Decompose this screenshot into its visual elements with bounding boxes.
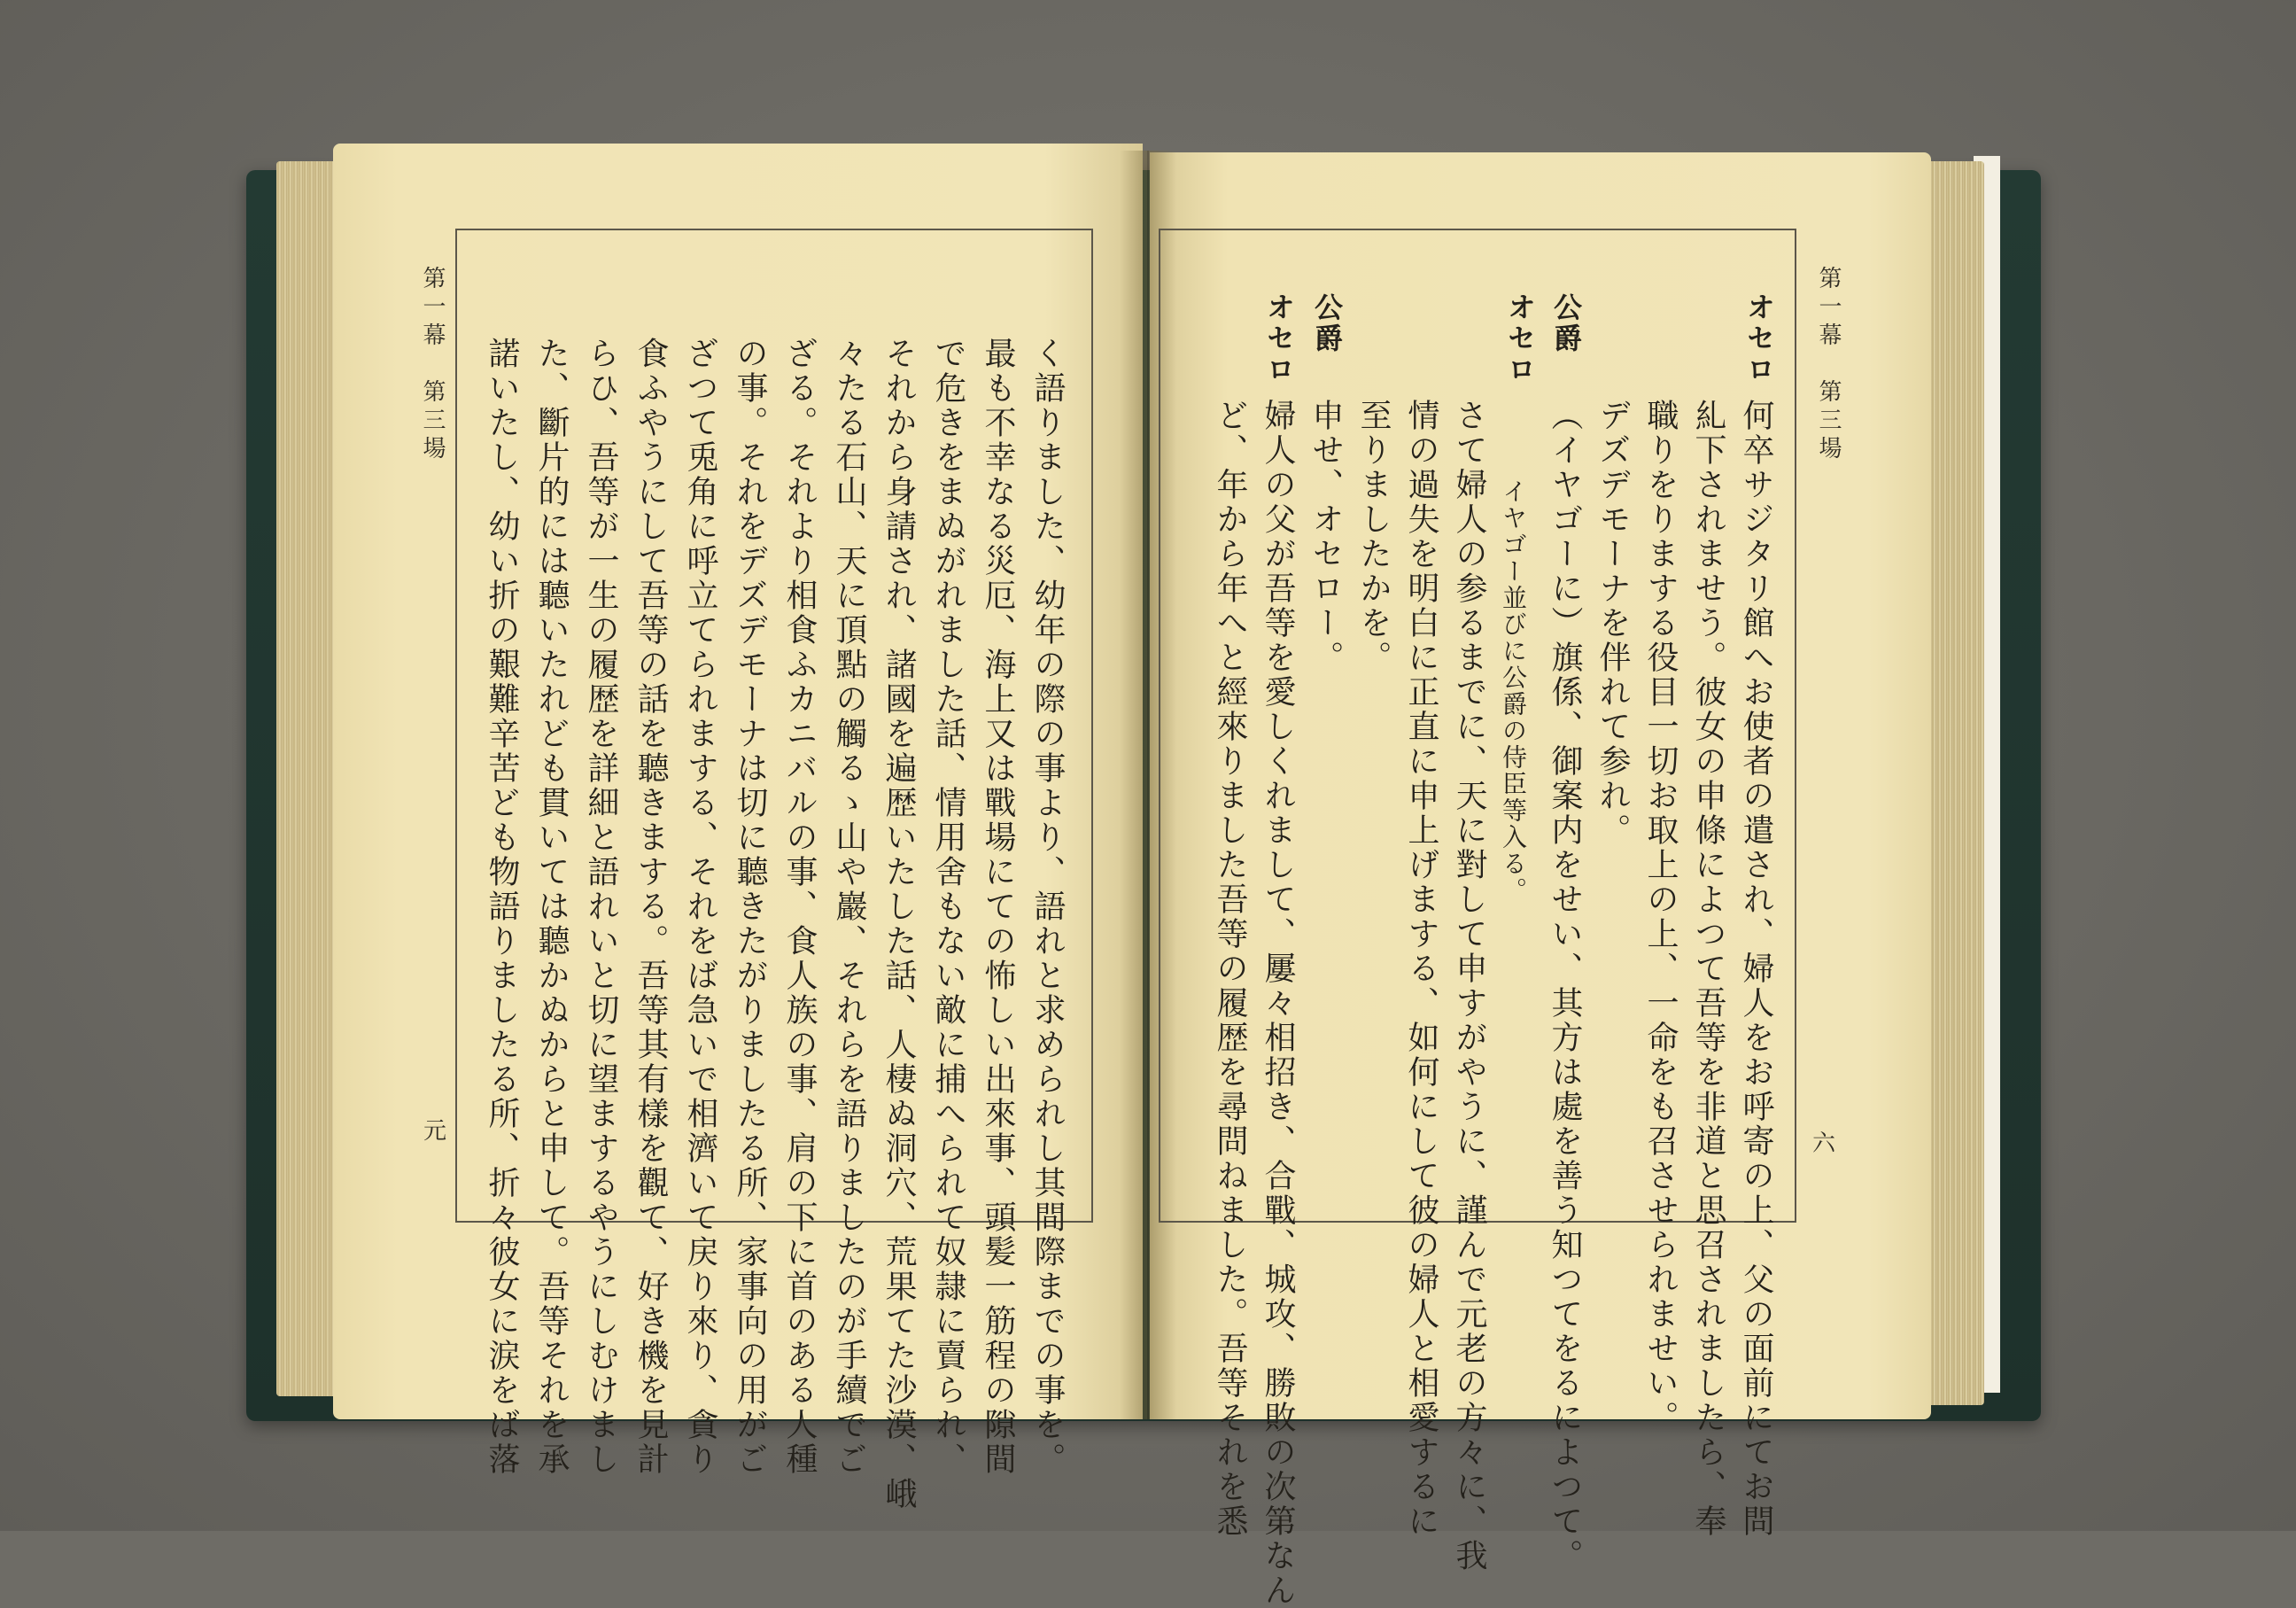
text-line: で危きをまぬがれました話、情用舍もない敵に捕へられて奴隷に賣られ、 [930, 337, 966, 1477]
text-line: た、斷片的には聽いたれども貫いては聽かぬからと申して。吾等それを承 [533, 337, 570, 1477]
text-line: （イヤゴーに）旗係、御案内をせい、其方は處を善う知つてをるによつて。 [1547, 399, 1583, 1573]
text-line: く語りました、幼年の際の事より、語れと求められし其間際までの事を。 [1029, 337, 1066, 1477]
text-line: 々たる石山、天に頂點の觸るゝ山や巖、それらを語りましたのが手續でご [831, 337, 867, 1477]
running-head-left: 第一幕 第三場 [419, 266, 446, 464]
text-line: 食ふやうにして吾等の話を聽きまする。吾等其有樣を觀て、好き機を見計 [632, 337, 669, 1477]
text-line: 諾いたし、幼い折の艱難辛苦ども物語りましたる所、折々彼女に涙をば落 [484, 337, 520, 1477]
text-line: ざる。それより相食ふカニバルの事、食人族の事、肩の下に首のある人種 [781, 337, 818, 1477]
speaker-label: オセロ [1503, 292, 1537, 385]
text-line: 婦人の父が吾等を愛しくれまして、屢々相招き、合戰、城攻、勝敗の次第なん [1260, 399, 1296, 1608]
text-line: それから身請され、諸國を遍歴いたした話、人棲ぬ洞穴、荒果てた沙漠、峨 [880, 337, 917, 1511]
text-line: 糺下されませう。彼女の申條によつて吾等を非道と思召されましたら、奉 [1690, 399, 1726, 1539]
text-line: の事。それをデズデモーナは切に聽きたがりましたる所、家事向の用がご [732, 337, 768, 1477]
text-line: らひ、吾等が一生の履歴を詳細と語れいと切に望まするやうにしむけまし [583, 337, 619, 1477]
text-line: 情の過失を明白に正直に申上げまする、如何にして彼の婦人と相愛するに [1403, 399, 1439, 1539]
speaker-label: 公爵 [1549, 292, 1583, 354]
speaker-label: オセロ [1742, 292, 1776, 385]
text-line: 何卒サジタリ館へお使者の遣され、婦人をお呼寄の上、父の面前にてお問 [1738, 399, 1774, 1539]
stage-direction: イヤゴー並びに公爵の侍臣等入る。 [1499, 478, 1528, 904]
text-line: ど、年から年へと經來りました吾等の履歴を尋問ねました。吾等それを悉 [1212, 399, 1248, 1539]
speaker-label: オセロ [1262, 292, 1296, 385]
page-number-right: 六 [1812, 1130, 1836, 1157]
text-line: さて婦人の参るまでに、天に對して申すがやうに、謹んで元老の方々に、我 [1451, 399, 1487, 1573]
text-line: 最も不幸なる災厄、海上又は戰場にての怖しい出來事、頭髪一筋程の隙間 [980, 337, 1016, 1477]
text-line: ざつて兎角に呼立てられまする、それをば急いで相濟いて戻り來り、貪り [682, 337, 718, 1477]
text-line: 職りをりまする役目一切お取上の上、一命をも召させられませい。 [1642, 399, 1679, 1435]
speaker-label: 公爵 [1310, 292, 1344, 354]
text-line: デズデモーナを伴れて参れ。 [1594, 399, 1631, 848]
text-line: 至りましたかを。 [1355, 399, 1392, 675]
running-head-right: 第一幕 第三場 [1815, 266, 1842, 464]
text-line: 申せ、オセロー。 [1307, 399, 1344, 675]
page-number-left: 元 [423, 1118, 447, 1145]
